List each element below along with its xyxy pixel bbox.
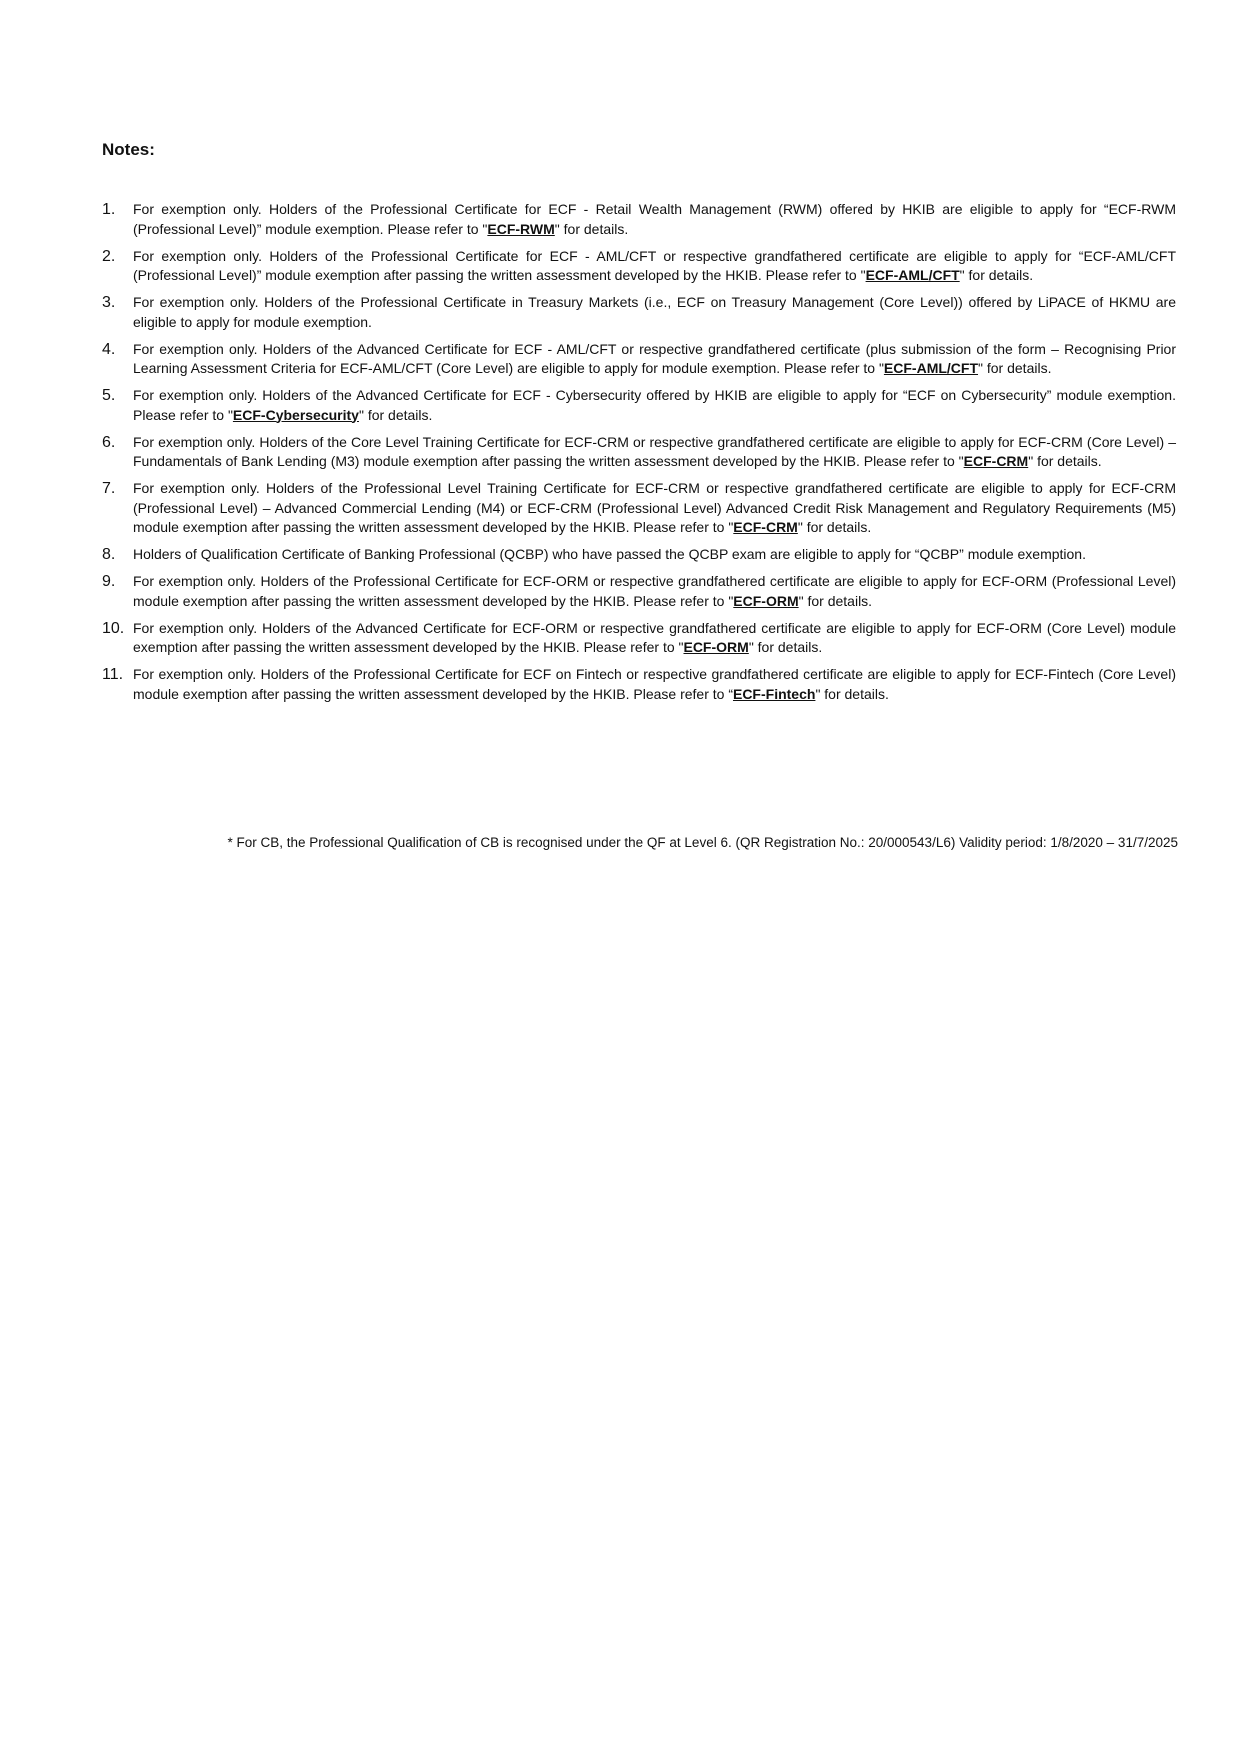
note-item	[102, 293, 1176, 332]
notes-list	[102, 200, 1176, 712]
note-text-end: " for details.	[798, 592, 873, 609]
note-item	[102, 247, 1176, 286]
note-number: 1.	[102, 201, 116, 218]
note-link[interactable]: ECF-CRM	[963, 453, 1029, 469]
note-text-end: " for details.	[959, 267, 1034, 283]
note-text-end: " for details.	[748, 639, 823, 655]
note-link[interactable]: ECF-ORM	[683, 639, 749, 655]
note-item	[102, 619, 1176, 658]
note-number: 9.	[102, 573, 116, 590]
note-text: For exemption only. Holders of the Professional Certificate for ECF on Fintech or respective grandfathered certificate are eligible to apply for ECF-Fintech (Core Level) module exemption after passing the written assessment developed by the HKIB. Please refer to “	[133, 666, 1176, 702]
note-link[interactable]: ECF-AML/CFT	[865, 267, 960, 283]
note-text: For exemption only. Holders of the Advanced Certificate for ECF - Cybersecurity offered by HKIB are eligible to apply for “ECF on Cybersecurity” module exemption. Please refer to "	[133, 387, 1176, 423]
note-text: For exemption only. Holders of the Professional Certificate for ECF-ORM or respective grandfathered certificate are eligible to apply for ECF-ORM (Professional Level) module exemption after passing the written assessment developed by the HKIB. Please refer to "	[133, 573, 1176, 609]
note-item	[102, 545, 1176, 565]
note-item	[102, 433, 1176, 472]
note-item	[102, 572, 1176, 611]
note-number: 10.	[102, 619, 125, 637]
note-item	[102, 665, 1176, 704]
note-text-end: " for details.	[1028, 453, 1102, 469]
note-text-end: " for details.	[797, 519, 872, 535]
note-item	[102, 386, 1176, 425]
note-link[interactable]: ECF-Fintech	[732, 685, 816, 702]
note-text-end: " for details.	[358, 406, 433, 423]
note-link[interactable]: ECF-RWM	[487, 220, 555, 237]
note-number: 5.	[102, 387, 116, 404]
note-number: 11.	[102, 666, 124, 683]
note-number: 7.	[102, 480, 116, 497]
note-link[interactable]: ECF-Cybersecurity	[232, 406, 359, 423]
note-link[interactable]: ECF-AML/CFT	[883, 360, 979, 376]
note-link[interactable]: ECF-CRM	[733, 519, 798, 535]
note-text-end: " for details.	[554, 220, 629, 237]
note-text: For exemption only. Holders of the Core Level Training Certificate for ECF-CRM or respective grandfathered certificate are eligible to apply for ECF-CRM (Core Level) – Fundamentals of Bank Lending (M3) module exemption after passing the written assessment developed by the HKIB. Please refer to "	[133, 433, 1176, 469]
note-number: 8.	[102, 546, 116, 563]
note-text: For exemption only. Holders of the Advanced Certificate for ECF-ORM or respective grandfathered certificate are eligible to apply for ECF-ORM (Core Level) module exemption after passing the written assessment developed by the HKIB. Please refer to "	[133, 619, 1176, 655]
note-link[interactable]: ECF-ORM	[733, 592, 799, 609]
note-text: For exemption only. Holders of the Professional Level Training Certificate for ECF-CRM or respective grandfathered certificate are eligible to apply for ECF-CRM (Professional Level) – Advanced Commercial Lending (M4) or ECF-CRM (Professional Level) Advanced Credit Risk Management and Regulatory Requirements (M5) module exemption after passing the written assessment developed by the HKIB. Please refer to "	[133, 480, 1176, 535]
note-item	[102, 200, 1176, 239]
note-text: For exemption only. Holders of the Advanced Certificate for ECF - AML/CFT or respective grandfathered certificate (plus submission of the form – Recognising Prior Learning Assessment Criteria for ECF-AML/CFT (Core Level) are eligible to apply for module exemption. Please refer to "	[133, 340, 1176, 376]
note-text: Holders of Qualification Certificate of Banking Professional (QCBP) who have passed the QCBP exam are eligible to apply for “QCBP” module exemption.	[133, 546, 1086, 562]
note-number: 6.	[102, 433, 116, 451]
notes-heading: Notes:	[102, 140, 155, 159]
note-text-end: " for details.	[978, 360, 1052, 376]
note-text: For exemption only. Holders of the Professional Certificate for ECF - Retail Wealth Management (RWM) offered by HKIB are eligible to apply for “ECF-RWM (Professional Level)” module exemption. Please refer to "	[133, 201, 1176, 237]
note-number: 4.	[102, 340, 116, 358]
note-text: For exemption only. Holders of the Professional Certificate in Treasury Markets (i.e., ECF on Treasury Management (Core Level)) offered by LiPACE of HKMU are eligible to apply for module exemption.	[133, 294, 1176, 330]
note-number: 2.	[102, 247, 116, 265]
note-number: 3.	[102, 294, 116, 311]
note-text-end: " for details.	[815, 685, 889, 702]
note-item	[102, 340, 1176, 379]
note-item	[102, 479, 1176, 538]
footnote: * For CB, the Professional Qualification of CB is recognised under the QF at Level 6. (QR Registration No.: 20/000543/L6) Validity period: 1/8/2020 – 31/7/2025	[227, 835, 1178, 850]
note-text: For exemption only. Holders of the Professional Certificate for ECF - AML/CFT or respective grandfathered certificate are eligible to apply for “ECF-AML/CFT (Professional Level)” module exemption after passing the written assessment developed by the HKIB. Please refer to "	[133, 247, 1176, 283]
